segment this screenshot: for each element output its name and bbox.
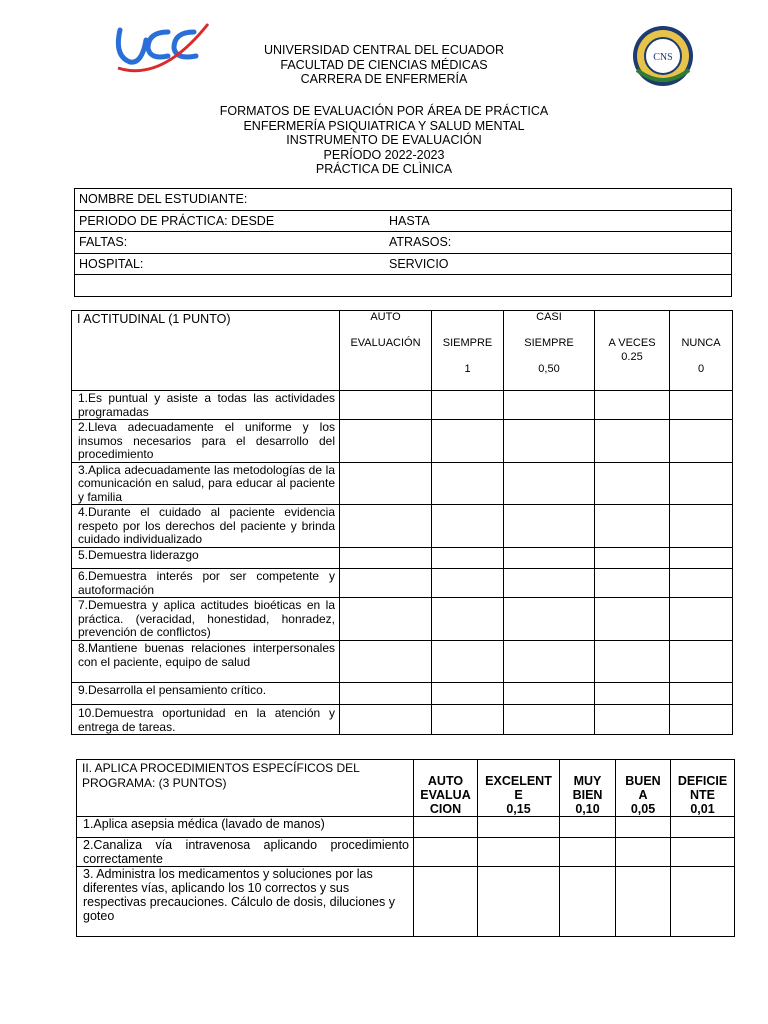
student-info-table <box>74 188 732 297</box>
rating-cell[interactable] <box>414 838 478 867</box>
rating-cell[interactable] <box>432 569 504 598</box>
procedures-table <box>76 759 735 937</box>
rating-cell[interactable] <box>616 838 671 867</box>
rating-cell[interactable] <box>670 569 733 598</box>
criterion-text: 9.Desarrolla el pensamiento crítico. <box>72 683 340 705</box>
criterion-text: 3.Aplica adecuadamente las metodologías de la comunicación en salud, para educar al paciente y familia <box>72 462 340 505</box>
rating-cell[interactable] <box>670 598 733 641</box>
rating-cell[interactable] <box>504 683 595 705</box>
criterion-text: 1.Es puntual y asiste a todas las actividades programadas <box>72 391 340 420</box>
rating-cell[interactable] <box>504 548 595 569</box>
column-header: BUEN A 0,05 <box>616 760 671 817</box>
rating-cell[interactable] <box>595 683 670 705</box>
rating-cell[interactable] <box>340 705 432 735</box>
column-header: AUTO EVALUA CION <box>414 760 478 817</box>
criterion-text: 2.Canaliza vía intravenosa aplicando procedimiento correctamente <box>77 838 414 867</box>
header-line: FACULTAD DE CIENCIAS MÉDICAS <box>280 57 488 72</box>
table-row <box>77 867 735 937</box>
header-line: PERÍODO 2022-2023 <box>323 147 445 162</box>
column-header: A VECES 0.25 <box>595 311 670 391</box>
rating-cell[interactable] <box>671 817 735 838</box>
blank-field[interactable] <box>75 275 732 297</box>
criterion-text: 8.Mantiene buenas relaciones interpersonales con el paciente, equipo de salud <box>72 641 340 683</box>
rating-cell[interactable] <box>340 569 432 598</box>
rating-cell[interactable] <box>504 505 595 548</box>
rating-cell[interactable] <box>504 641 595 683</box>
table-row <box>72 641 733 683</box>
rating-cell[interactable] <box>432 548 504 569</box>
rating-cell[interactable] <box>340 548 432 569</box>
rating-cell[interactable] <box>414 867 478 937</box>
column-header: NUNCA 0 <box>670 311 733 391</box>
rating-cell[interactable] <box>340 641 432 683</box>
rating-cell[interactable] <box>670 548 733 569</box>
rating-cell[interactable] <box>595 598 670 641</box>
field-label: PERIODO DE PRÁCTICA: DESDE <box>79 213 275 228</box>
field-label: SERVICIO <box>389 256 449 271</box>
rating-cell[interactable] <box>432 705 504 735</box>
rating-cell[interactable] <box>504 705 595 735</box>
rating-cell[interactable] <box>560 867 616 937</box>
table-row <box>72 462 733 505</box>
rating-cell[interactable] <box>560 838 616 867</box>
criterion-text: 7.Demuestra y aplica actitudes bioéticas en la práctica. (veracidad, honestidad, honradez, prevención de conflictos) <box>72 598 340 641</box>
field-label: HASTA <box>389 213 430 228</box>
period-field[interactable] <box>75 210 732 232</box>
rating-cell[interactable] <box>595 420 670 463</box>
header-line: CARRERA DE ENFERMERÍA <box>300 72 468 86</box>
table-row <box>72 569 733 598</box>
rating-cell[interactable] <box>595 505 670 548</box>
column-header: SIEMPRE 1 <box>432 311 504 391</box>
rating-cell[interactable] <box>671 867 735 937</box>
column-header: CASI SIEMPRE 0,50 <box>504 311 595 391</box>
rating-cell[interactable] <box>670 462 733 505</box>
rating-cell[interactable] <box>560 817 616 838</box>
column-header: EXCELENT E 0,15 <box>478 760 560 817</box>
table-row <box>72 683 733 705</box>
rating-cell[interactable] <box>340 598 432 641</box>
rating-cell[interactable] <box>670 420 733 463</box>
rating-cell[interactable] <box>340 683 432 705</box>
rating-cell[interactable] <box>595 462 670 505</box>
rating-cell[interactable] <box>595 548 670 569</box>
criterion-text: 2.Lleva adecuadamente el uniforme y los insumos necesarios para el desarrollo del procedimiento <box>72 420 340 463</box>
column-header: DEFICIE NTE 0,01 <box>671 760 735 817</box>
rating-cell[interactable] <box>478 817 560 838</box>
field-label: HOSPITAL: <box>79 256 144 271</box>
rating-cell[interactable] <box>432 641 504 683</box>
header-line: PRÁCTICA DE CLÌNICA <box>315 162 453 176</box>
rating-cell[interactable] <box>478 867 560 937</box>
rating-cell[interactable] <box>432 598 504 641</box>
rating-cell[interactable] <box>671 838 735 867</box>
student-name-field[interactable] <box>75 189 732 211</box>
rating-cell[interactable] <box>340 420 432 463</box>
criterion-text: 6.Demuestra interés por ser competente y autoformación <box>72 569 340 598</box>
rating-cell[interactable] <box>340 391 432 420</box>
hospital-field[interactable] <box>75 253 732 275</box>
criterion-text: 5.Demuestra liderazgo <box>72 548 340 569</box>
header-line: ENFERMERÍA PSIQUIATRICA Y SALUD MENTAL <box>243 118 525 133</box>
university-seal-icon <box>627 24 699 88</box>
header-line: UNIVERSIDAD CENTRAL DEL ECUADOR <box>263 43 505 57</box>
absences-field[interactable] <box>75 232 732 254</box>
rating-cell[interactable] <box>432 683 504 705</box>
header-line: INSTRUMENTO DE EVALUACIÓN <box>286 133 482 147</box>
rating-cell[interactable] <box>504 569 595 598</box>
table-row <box>72 598 733 641</box>
rating-cell[interactable] <box>670 705 733 735</box>
table-row <box>72 705 733 735</box>
rating-cell[interactable] <box>670 641 733 683</box>
rating-cell[interactable] <box>432 505 504 548</box>
rating-cell[interactable] <box>504 462 595 505</box>
header-line: FORMATOS DE EVALUACIÓN POR ÁREA DE PRÁCTICA <box>219 104 549 118</box>
section-title: I ACTITUDINAL (1 PUNTO) <box>72 311 340 391</box>
rating-cell[interactable] <box>432 462 504 505</box>
rating-cell[interactable] <box>432 391 504 420</box>
table-row <box>72 505 733 548</box>
attitudinal-table <box>71 310 733 735</box>
table-row <box>72 420 733 463</box>
column-header: AUTO EVALUACIÓN <box>340 311 432 391</box>
rating-cell[interactable] <box>414 817 478 838</box>
rating-cell[interactable] <box>595 391 670 420</box>
field-label: ATRASOS: <box>389 235 452 250</box>
rating-cell[interactable] <box>670 505 733 548</box>
column-header: MUY BIEN 0,10 <box>560 760 616 817</box>
criterion-text: 4.Durante el cuidado al paciente evidencia respeto por los derechos del paciente y brinda cuidado individualizado <box>72 505 340 548</box>
rating-cell[interactable] <box>340 462 432 505</box>
rating-cell[interactable] <box>595 641 670 683</box>
rating-cell[interactable] <box>432 420 504 463</box>
field-label: NOMBRE DEL ESTUDIANTE: <box>79 192 248 207</box>
form-header <box>160 104 608 177</box>
rating-cell[interactable] <box>504 598 595 641</box>
rating-cell[interactable] <box>340 505 432 548</box>
seal-text: CNS <box>653 52 673 63</box>
rating-cell[interactable] <box>595 705 670 735</box>
rating-cell[interactable] <box>616 867 671 937</box>
rating-cell[interactable] <box>616 817 671 838</box>
rating-cell[interactable] <box>504 420 595 463</box>
table-row <box>72 548 733 569</box>
rating-cell[interactable] <box>670 391 733 420</box>
criterion-text: 1.Aplica asepsia médica (lavado de manos) <box>77 817 414 838</box>
section-title: II. APLICA PROCEDIMIENTOS ESPECÍFICOS DEL PROGRAMA: (3 PUNTOS) <box>77 760 414 817</box>
table-row <box>77 838 735 867</box>
criterion-text: 10.Demuestra oportunidad en la atención y entrega de tareas. <box>72 705 340 735</box>
institution-header <box>160 43 608 87</box>
rating-cell[interactable] <box>504 391 595 420</box>
table-row <box>77 817 735 838</box>
criterion-text: 3. Administra los medicamentos y soluciones por las diferentes vías, aplicando los 10 correctos y sus respectivas precauciones. Cálculo de dosis, diluciones y goteo <box>77 867 414 937</box>
table-row <box>72 391 733 420</box>
rating-cell[interactable] <box>670 683 733 705</box>
rating-cell[interactable] <box>595 569 670 598</box>
field-label: FALTAS: <box>79 235 128 250</box>
rating-cell[interactable] <box>478 838 560 867</box>
